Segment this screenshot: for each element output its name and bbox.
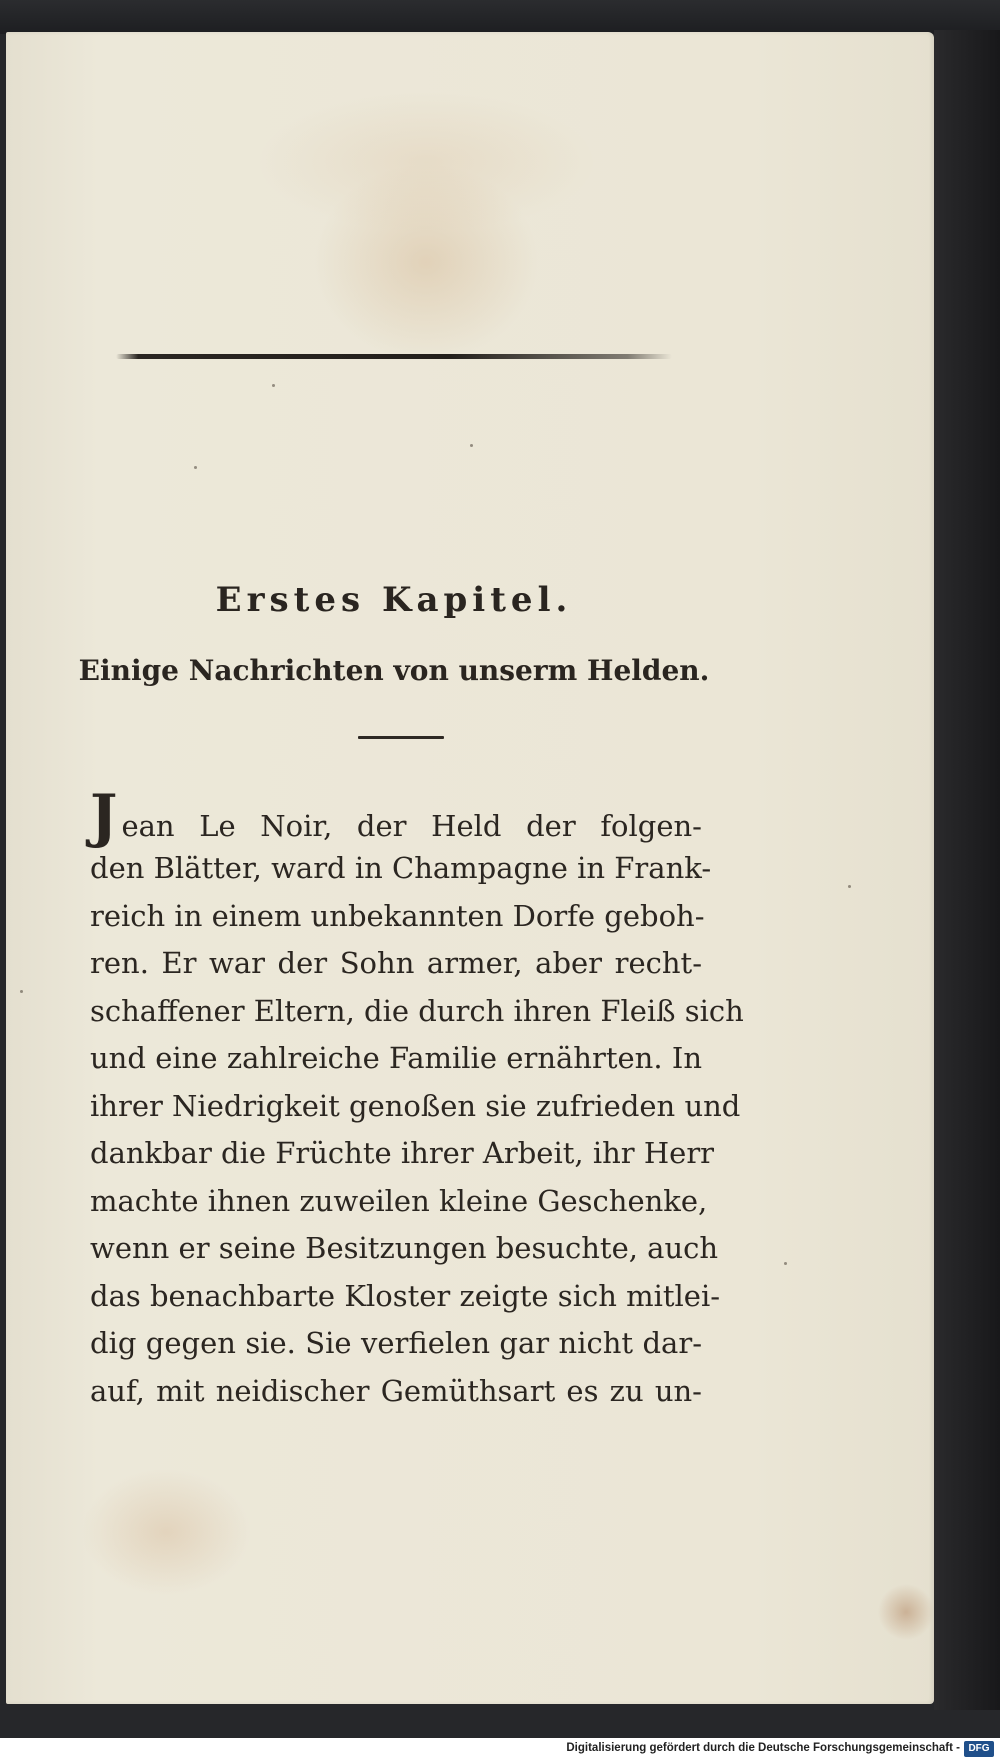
text-line: den Blätter, ward in Champagne in Frank- (90, 851, 712, 885)
paper-speck (20, 990, 23, 993)
book-binding-shadow (934, 30, 1000, 1710)
text-line: ean Le Noir, der Held der folgen- (121, 809, 702, 843)
dfg-logo: DFG (964, 1741, 994, 1757)
paper-speck (784, 1262, 787, 1265)
text-line: und eine zahlreiche Familie ernährten. In (90, 1041, 702, 1075)
text-line: ren. Er war der Sohn armer, aber recht- (90, 946, 702, 980)
paper-speck (470, 444, 473, 447)
first-line (90, 782, 702, 850)
text-line: schaffener Eltern, die durch ihren Fleiß sich (90, 993, 744, 1028)
text-line: das benachbarte Kloster zeigte sich mitlei- (90, 1278, 721, 1313)
paper-speck (272, 384, 275, 387)
drop-initial: J (90, 782, 118, 850)
text-line: dig gegen sie. Sie verfielen gar nicht dar- (90, 1326, 702, 1360)
funding-credit: Digitalisierung gefördert durch die Deutsche Forschungsgemeinschaft - (566, 1742, 960, 1754)
text-line: dankbar die Früchte ihrer Arbeit, ihr Herr (90, 1136, 715, 1170)
footer-bar (0, 1738, 1000, 1761)
paper-speck (194, 466, 197, 469)
book-edge (0, 0, 1000, 34)
text-line: wenn er seine Besitzungen besuchte, auch (90, 1231, 719, 1265)
chapter-subtitle: Einige Nachrichten von unserm Helden. (78, 654, 710, 687)
text-line: machte ihnen zuweilen kleine Geschenke, (90, 1183, 708, 1218)
text-line: reich in einem unbekannten Dorfe geboh- (90, 898, 705, 933)
divider-rule (358, 736, 444, 739)
text-line: auf, mit neidischer Gemüthsart es zu un- (90, 1373, 702, 1408)
paper-speck (848, 885, 851, 888)
text-line: ihrer Niedrigkeit genoßen sie zufrieden und (90, 1088, 741, 1123)
book-page (6, 32, 934, 1704)
ornamental-rule (116, 354, 672, 359)
body-text (90, 782, 744, 1415)
chapter-title: Erstes Kapitel. (215, 580, 573, 620)
